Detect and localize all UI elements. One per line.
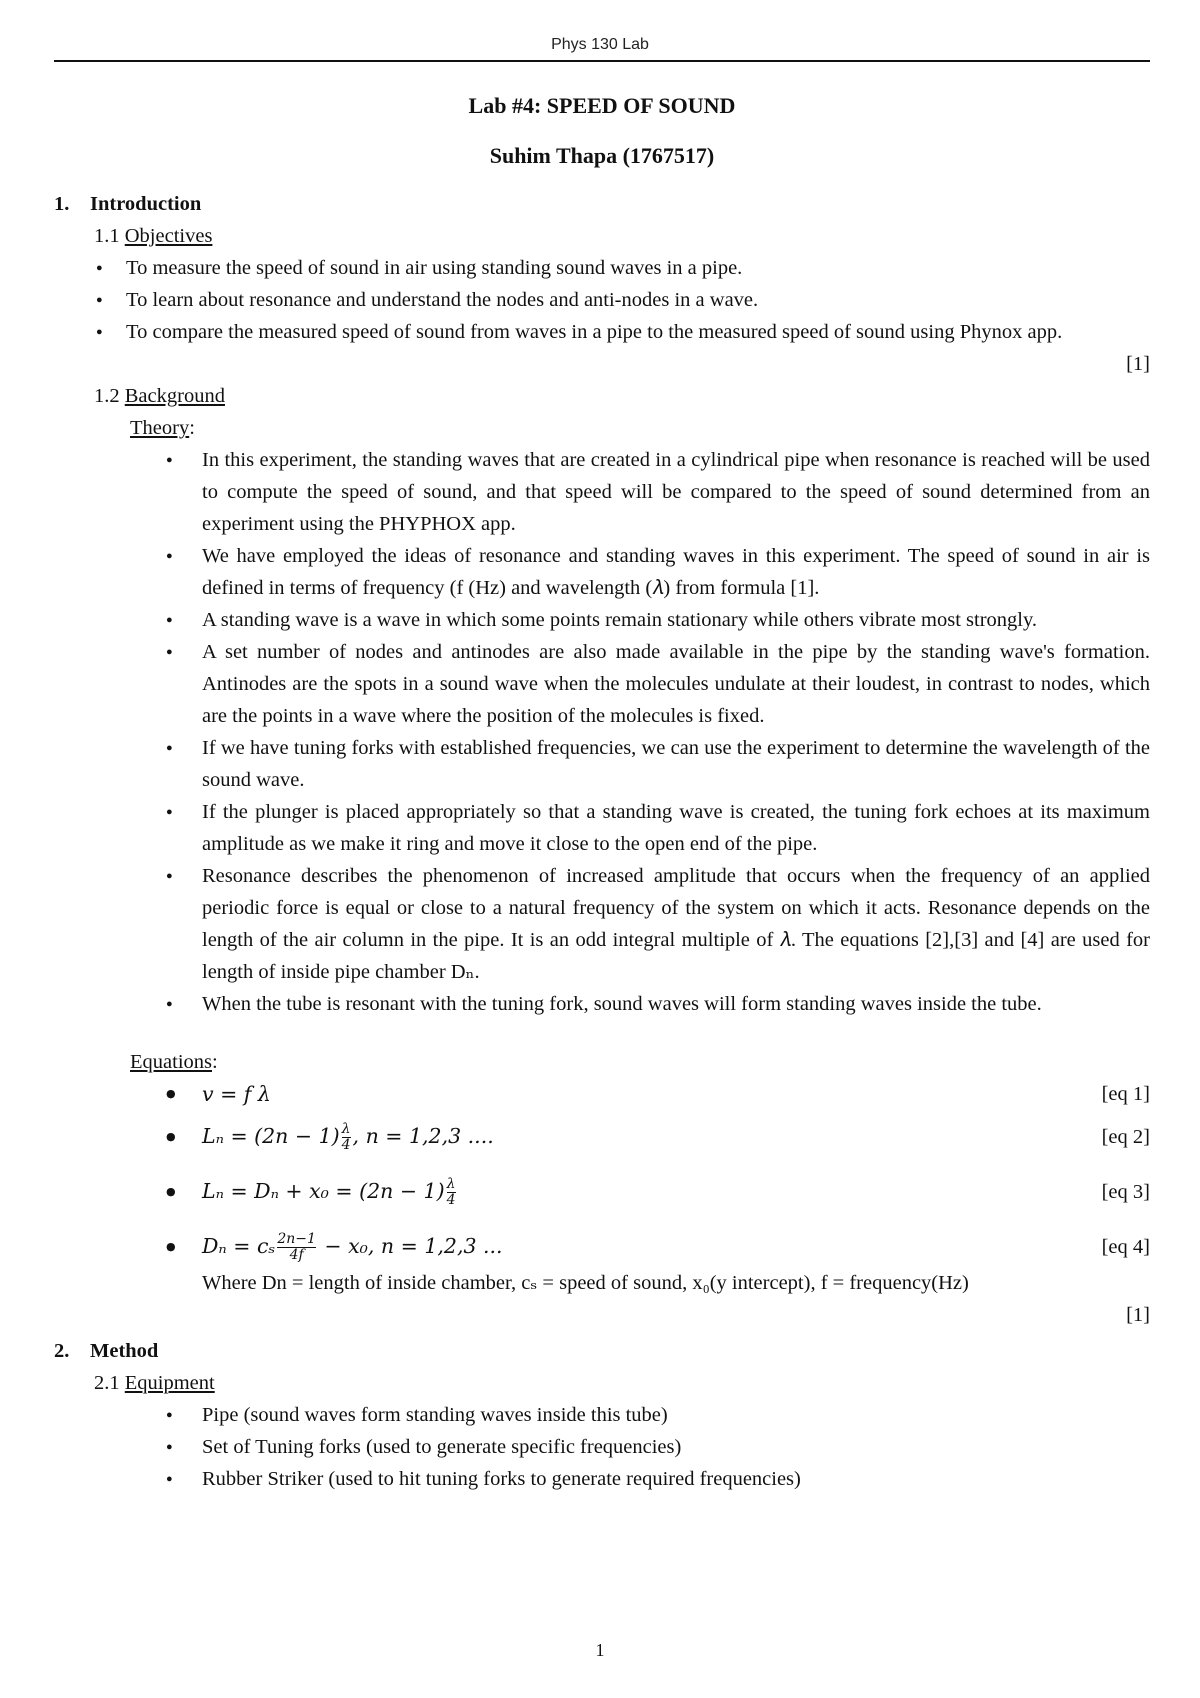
header-rule [54,60,1150,62]
subsection-objectives [94,220,1150,252]
equation-tag: [eq 3] [1101,1180,1150,1203]
list-item: ● In this experiment, the standing waves that are created in a cylindrical pipe when resonance is reached will be used to compute the speed of sound, and that speed will be compared to the speed of sound determined from an experiment using the PHYPHOX app. [54,444,1150,540]
document-title: Lab #4: SPEED OF SOUND [468,93,736,118]
citation-ref: [1] [1126,1304,1150,1326]
equation-1 [54,1078,1150,1110]
fraction: $\frac{\text{𝜆}}{4}$ [341,1121,351,1153]
section-heading-introduction [54,188,1150,220]
equation-2 [54,1120,1150,1153]
list-item: ● We have employed the ideas of resonance and standing waves in this experiment. The speed of sound in air is defined in terms of frequency (f (Hz) and wavelength (𝜆) from formula [1]. [54,540,1150,604]
list-item: ● To compare the measured speed of sound from waves in a pipe to the measured speed of sound using Phynox app. [54,316,1150,348]
equation-expression: ● 𝐿ₙ = (2𝑛 − 1) $\frac{\text{𝜆}}{4}$ , 𝑛 = 1,2,3 .... [202,1121,494,1153]
equation-tag: [eq 1] [1101,1083,1150,1105]
list-item: ● To measure the speed of sound in air using standing sound waves in a pipe. [54,252,1150,284]
running-header: Phys 130 Lab [551,36,649,53]
subsection-number: 2.1 [94,1372,120,1394]
section-number: 1. [54,193,70,215]
list-item: ● A set number of nodes and antinodes are also made available in the pipe by the standing wave's formation. Antinodes are the spots in a sound wave when the molecules undulate at their loudest, in contrast to nodes, which are the points in a wave where the position of the molecules is fixed. [54,636,1150,732]
equation-tag: [eq 4] [1101,1235,1150,1258]
equation-4 [54,1230,1150,1263]
list-item: ● Pipe (sound waves form standing waves inside this tube) [54,1399,1150,1431]
objectives-list [54,252,1150,348]
page-number: 1 [595,1640,605,1660]
citation-ref: [1] [1126,353,1150,375]
list-item: ● Set of Tuning forks (used to generate specific frequencies) [54,1431,1150,1463]
equation-expression: ● 𝐿ₙ = 𝐷ₙ + 𝑥₀ = (2𝑛 − 1) $\frac{\text{𝜆}}{4}$ [202,1176,456,1208]
equation-legend: Where Dn = length of inside chamber, cₛ = speed of sound, x₀(y intercept), f = frequency(Hz) [202,1272,969,1294]
theory-label: Theory: [130,417,195,439]
list-item: ● A standing wave is a wave in which some points remain stationary while others vibrate most strongly. [54,604,1150,636]
subsection-title: Objectives [124,225,213,247]
list-item: ● If the plunger is placed appropriately so that a standing wave is created, the tuning fork echoes at its maximum amplitude as we make it ring and move it close to the open end of the pipe. [54,796,1150,860]
subsection-background [94,380,1150,412]
section-heading-method [54,1335,1150,1367]
list-item: ● To learn about resonance and understand the nodes and anti-nodes in a wave. [54,284,1150,316]
equation-3 [54,1175,1150,1208]
equipment-list [54,1399,1150,1495]
equation-expression: ● 𝑣 = 𝑓 𝜆 [202,1082,271,1106]
document-body [54,86,1150,1495]
fraction: $\frac{\text{𝜆}}{4}$ [446,1176,456,1208]
theory-list [54,444,1150,1020]
list-item: ● Resonance describes the phenomenon of increased amplitude that occurs when the frequency of an applied periodic force is equal or close to a natural frequency of the system on which it acts. Resonance depends on the length of the air column in the pipe. It is an odd integral multiple of 𝜆. The equations [2],[3] and [4] are used for length of inside pipe chamber Dₙ. [54,860,1150,988]
fraction: $\frac{\text{2𝑛−1}}{\text{4𝑓}}$ [277,1231,316,1263]
section-title: Introduction [90,193,202,215]
subsection-equipment [94,1367,1150,1399]
subsection-number: 1.1 [94,225,120,247]
subsection-number: 1.2 [94,385,120,407]
list-item: ● If we have tuning forks with established frequencies, we can use the experiment to determine the wavelength of the sound wave. [54,732,1150,796]
section-number: 2. [54,1340,70,1362]
equations-label: Equations: [130,1051,218,1073]
list-item: ● Rubber Striker (used to hit tuning forks to generate required frequencies) [54,1463,1150,1495]
list-item: ● When the tube is resonant with the tuning fork, sound waves will form standing waves inside the tube. [54,988,1150,1020]
section-title: Method [90,1340,159,1362]
equation-expression: ● 𝐷ₙ = 𝑐ₛ $\frac{\text{2𝑛−1}}{\text{4𝑓}}$ − 𝑥₀, 𝑛 = 1,2,3 ... [202,1231,503,1263]
subsection-title: Equipment [124,1372,215,1394]
equation-tag: [eq 2] [1101,1125,1150,1148]
document-author: Suhim Thapa (1767517) [489,143,715,168]
subsection-title: Background [124,385,225,407]
